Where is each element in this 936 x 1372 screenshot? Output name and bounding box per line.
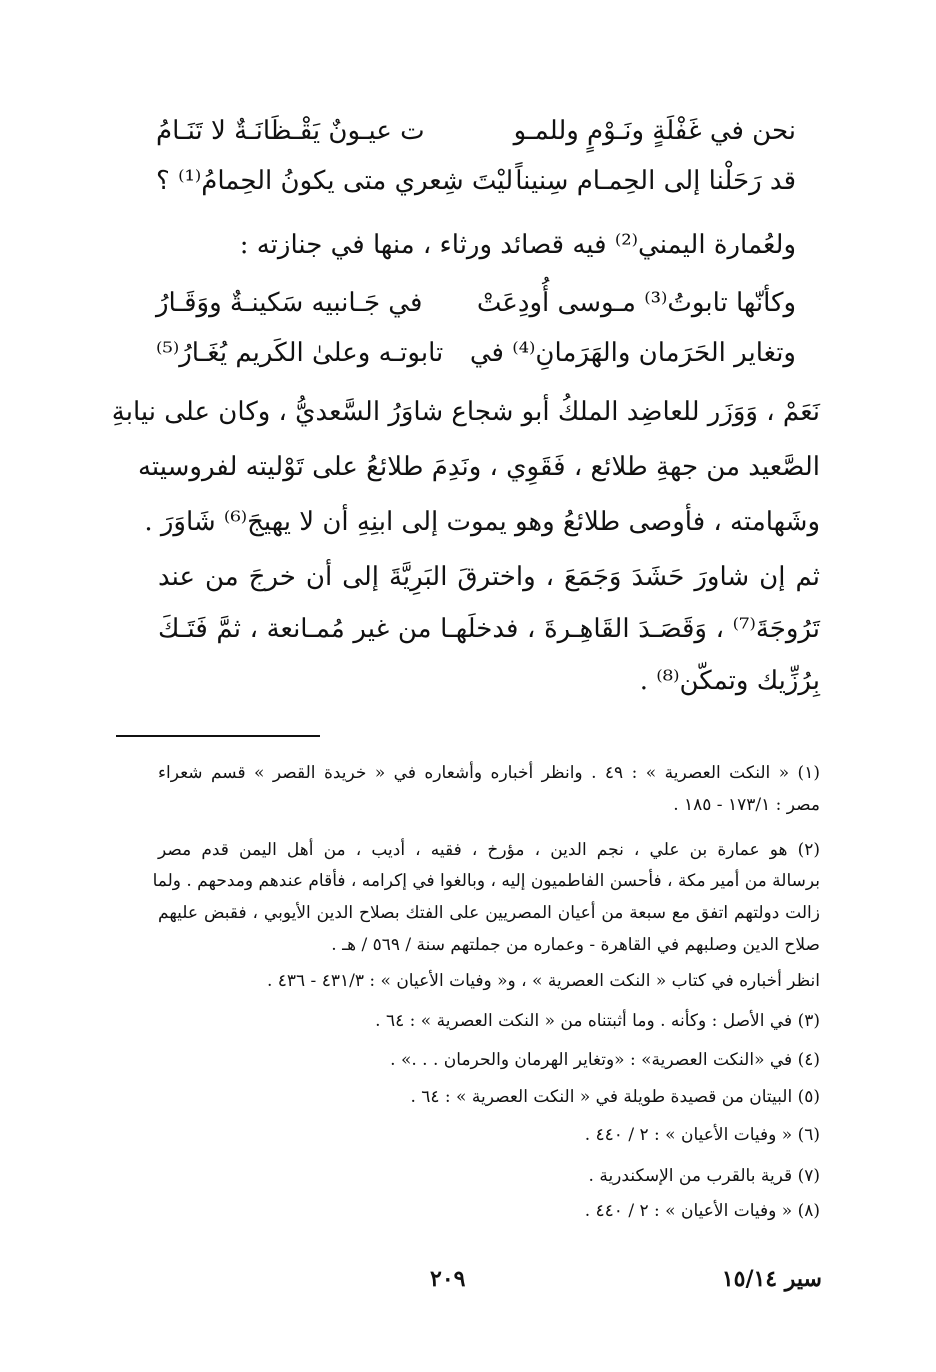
paragraph-line: الصَّعيد من جهةِ طلائع ، فَقَوِي ، ونَدِمَ طلائعُ على تَوْليته لفروسيته (137, 452, 820, 482)
footnote-line: (١) « النكت العصرية » : ٤٩ . وانظر أخباره وأشعاره في « خريدة القصر » قسم شعراء (158, 763, 820, 783)
footnote-line: (٥) البيتان من قصيدة طويلة في « النكت العصرية » : ٦٤ . (410, 1087, 820, 1107)
verse-second-hemistich: تابوتـه وعلىٰ الكَريم يُغَـارُ⁽⁵⁾ (156, 338, 444, 368)
footnote-line: صلاح الدين وصلبهم في القاهرة - وعماره من جملتهم سنة / ٥٦٩ / هـ . (331, 935, 820, 955)
footnote-separator (116, 735, 320, 737)
footnote-line: (٣) في الأصل : وكأنه . وما أثبتناه من « النكت العصرية » : ٦٤ . (375, 1011, 820, 1031)
footnote-line: انظر أخباره في كتاب « النكت العصرية » ، و« وفيات الأعيان » : ٤٣١/٣ - ٤٣٦ . (266, 971, 820, 991)
verse-second-hemistich: ليْتَ شِعري متى يكونُ الحِمامُ⁽¹⁾ ؟ (156, 166, 514, 196)
footnote-line: (٢) هو عمارة بن علي ، نجم الدين ، مؤرخ ، فقيه ، أديب ، من أهل اليمن قدم مصر (158, 840, 820, 860)
page-number: ٢٠٩ (430, 1266, 466, 1292)
verse-first-hemistich: وكأنّها تابوتُ⁽³⁾ مـوسى أُودِعَتْ (476, 288, 796, 318)
footnote-line: برسالة من أمير مكة ، فأحسن الفاطميون إليه ، وبالغوا في إكرامه ، فأقام عندهم ومدحهم . ولما (152, 871, 820, 891)
verse-line (156, 280, 796, 326)
verse-first-hemistich: نحن في غَفْلَةٍ ونَـوْمٍ وللمـو (513, 116, 796, 146)
verse-line (156, 108, 796, 154)
verse-second-hemistich: ت عيـونٌ يَقْـظَانَـةٌ لا تَنَـامُ (156, 116, 425, 146)
footnote-line: زالت دولتهم اتفق مع سبعة من أعيان المصريين على الفتك بصلاح الدين الأيوبي ، فقبض عليهم (158, 903, 820, 923)
verse-first-hemistich: وتغاير الحَرَمان والهَرَمانِ⁽⁴⁾ في (469, 338, 796, 368)
paragraph-line: تَرُوجَةَ⁽⁷⁾ ، وَقَصَـدَ القَاهِـرةَ ، فدخلَهـا من غير مُمـانعة ، ثمَّ فَتَـكَ (158, 614, 820, 644)
verse-second-hemistich: في جَـانبيه سَكينـةٌ ووَقَـارُ (156, 288, 423, 318)
footnote-line: (٨) « وفيات الأعيان » : ٢ / ٤٤٠ . (584, 1201, 820, 1221)
paragraph-line: ثم إن شاورَ حَشَدَ وَجَمَعَ ، واخترقَ البَرِيَّةَ إلى أن خرجَ من عند (158, 562, 820, 592)
footnote-line: (٦) « وفيات الأعيان » : ٢ / ٤٤٠ . (584, 1125, 820, 1145)
intro-line: ولعُمارة اليمني⁽²⁾ فيه قصائد ورثاء ، منها في جنازته : (239, 230, 796, 260)
paragraph-line: بِرُزِّيك وتمكّن⁽⁸⁾ . (639, 666, 820, 696)
footnote-line: (٤) في «النكت العصرية» : «وتغاير الهرمان والحرمان . . .» . (390, 1050, 820, 1070)
verse-first-hemistich: قد رَحَلْنا إلى الحِمـام سِنيناً (515, 166, 796, 196)
footnote-line: (٧) قرية بالقرب من الإسكندرية . (588, 1166, 820, 1186)
paragraph-line: نَعَمْ ، وَوَزَر للعاضِد الملكُ أبو شجاع شاوَرُ السَّعديُّ ، وكان على نيابةِ (111, 397, 820, 427)
verse-line (156, 330, 796, 376)
signature-mark: سير ١٥/١٤ (721, 1266, 822, 1292)
paragraph-line: وشَهامته ، فأوصى طلائعُ وهو يموت إلى ابنِهِ أن لا يهيجَ⁽⁶⁾ شَاوَرَ . (144, 507, 820, 537)
verse-line (156, 158, 796, 204)
footnote-line: مصر : ١٧٣/١ - ١٨٥ . (673, 795, 820, 815)
